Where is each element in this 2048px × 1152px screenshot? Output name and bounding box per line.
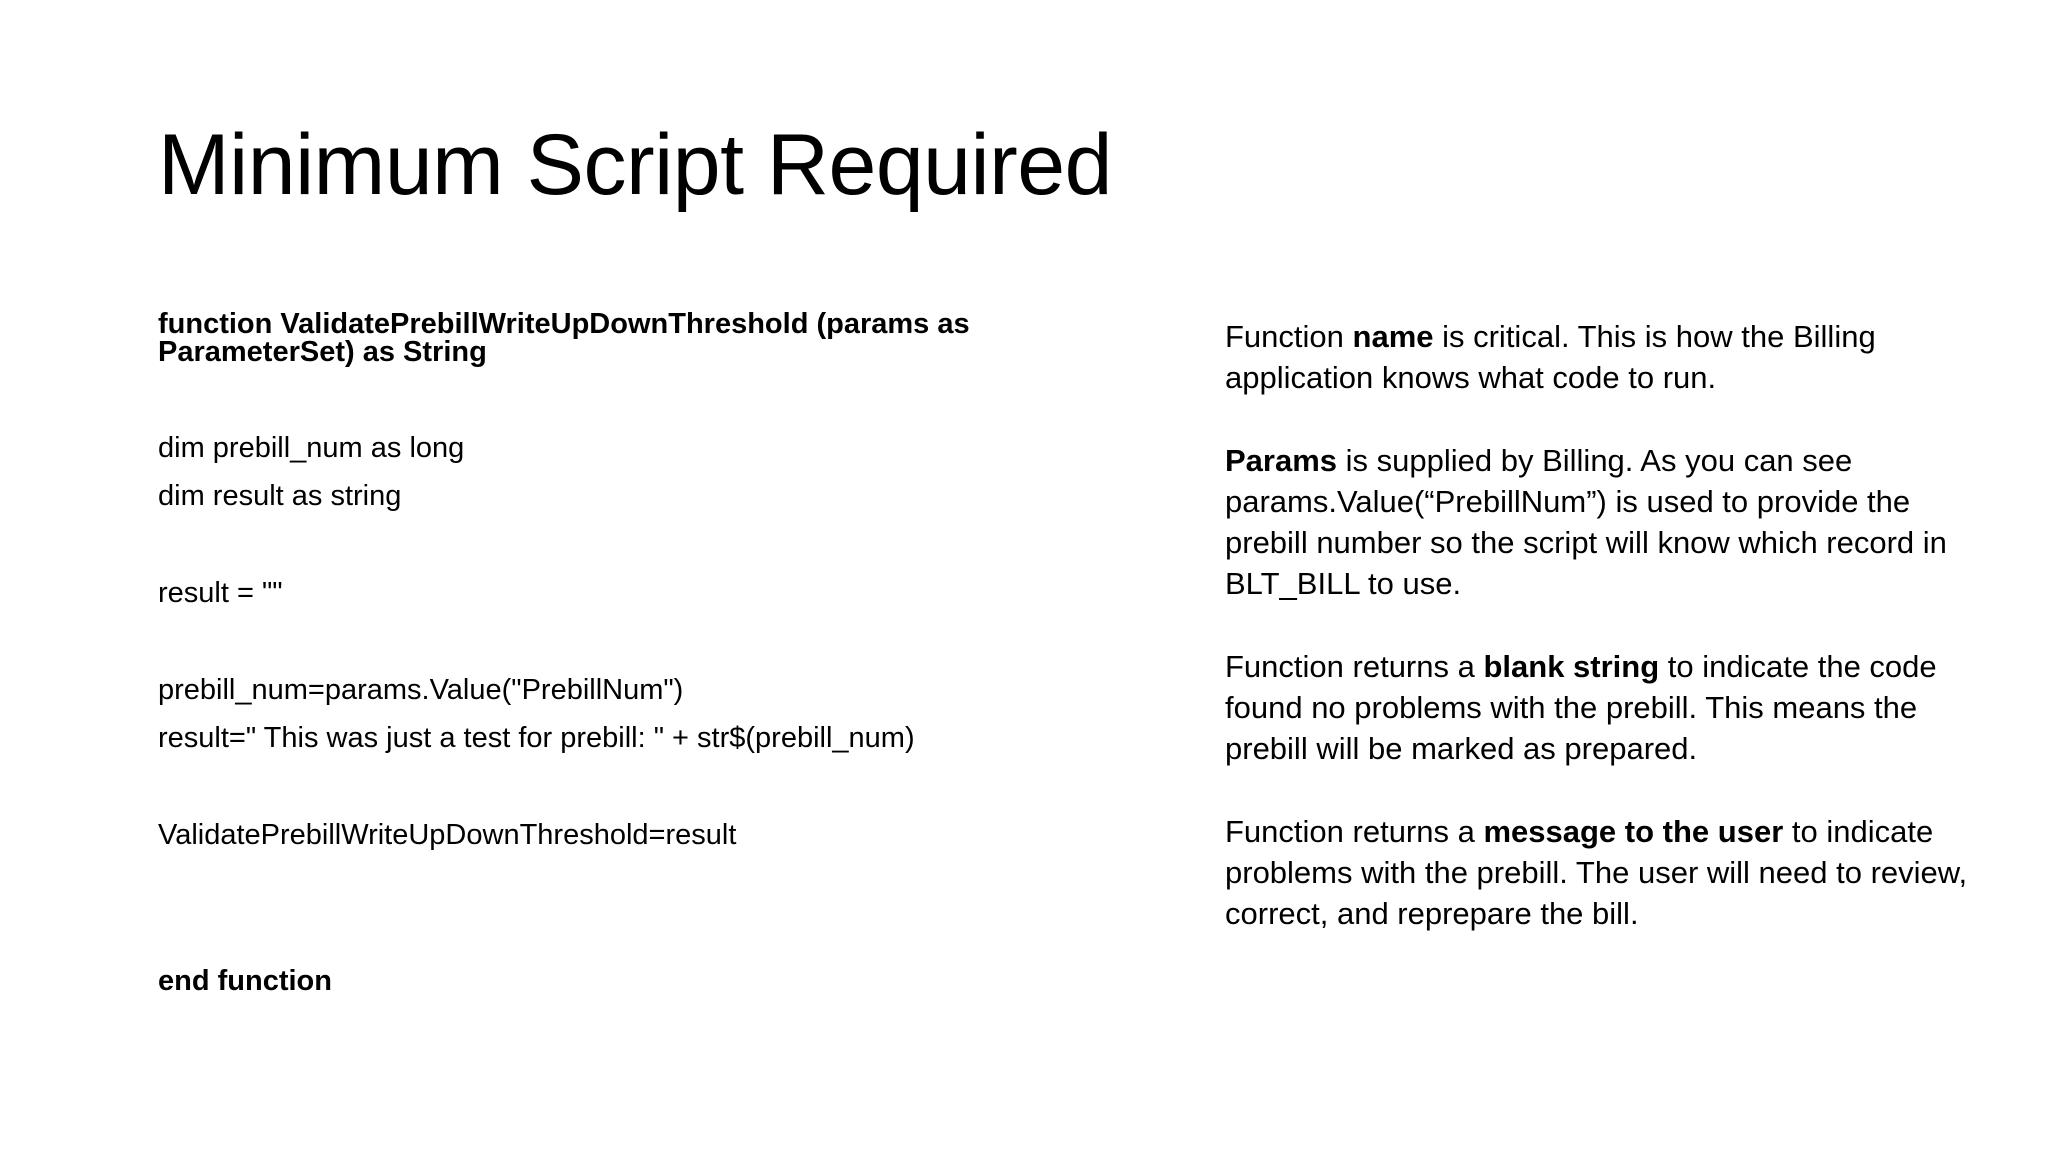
note-text: Function returns a xyxy=(1225,814,1484,849)
note-text: is supplied by Billing. As you can see params.Value(“PrebillNum”) is used to provide the prebill number so the script will know which record in BLT_BILL to use. xyxy=(1225,443,1947,601)
code-result-init: result = "" xyxy=(158,577,283,609)
code-prebill-assign: prebill_num=params.Value("PrebillNum") xyxy=(158,674,684,706)
note-text: to indicate the code found no problems with the prebill. This means the prebill will be marked as prepared. xyxy=(1225,649,1937,766)
note-emphasis: blank string xyxy=(1483,649,1660,684)
code-function-signature: function ValidatePrebillWriteUpDownThreshold (params as ParameterSet) as String xyxy=(158,308,970,368)
note-params xyxy=(1225,440,1985,604)
note-text: Function returns a xyxy=(1225,649,1484,684)
note-text: is critical. This is how the Billing application knows what code to run. xyxy=(1225,319,1876,395)
note-emphasis: message to the user xyxy=(1483,814,1784,849)
code-return-assign: ValidatePrebillWriteUpDownThreshold=result xyxy=(158,819,737,851)
slide-title: Minimum Script Required xyxy=(158,117,1112,213)
note-text: to indicate problems with the prebill. The user will need to review, correct, and reprepare the bill. xyxy=(1225,814,1968,931)
note-message-to-user xyxy=(1225,811,1985,934)
explanation-notes xyxy=(1225,316,1985,976)
note-emphasis: name xyxy=(1352,319,1434,354)
note-function-name xyxy=(1225,316,1985,398)
code-dim-prebill: dim prebill_num as long xyxy=(158,432,465,464)
note-blank-string xyxy=(1225,646,1985,769)
code-end-function: end function xyxy=(158,965,332,997)
note-emphasis: Params xyxy=(1225,443,1338,478)
code-dim-result: dim result as string xyxy=(158,480,402,512)
note-text: Function xyxy=(1225,319,1353,354)
code-result-assign: result=" This was just a test for prebill: " + str$(prebill_num) xyxy=(158,722,915,754)
